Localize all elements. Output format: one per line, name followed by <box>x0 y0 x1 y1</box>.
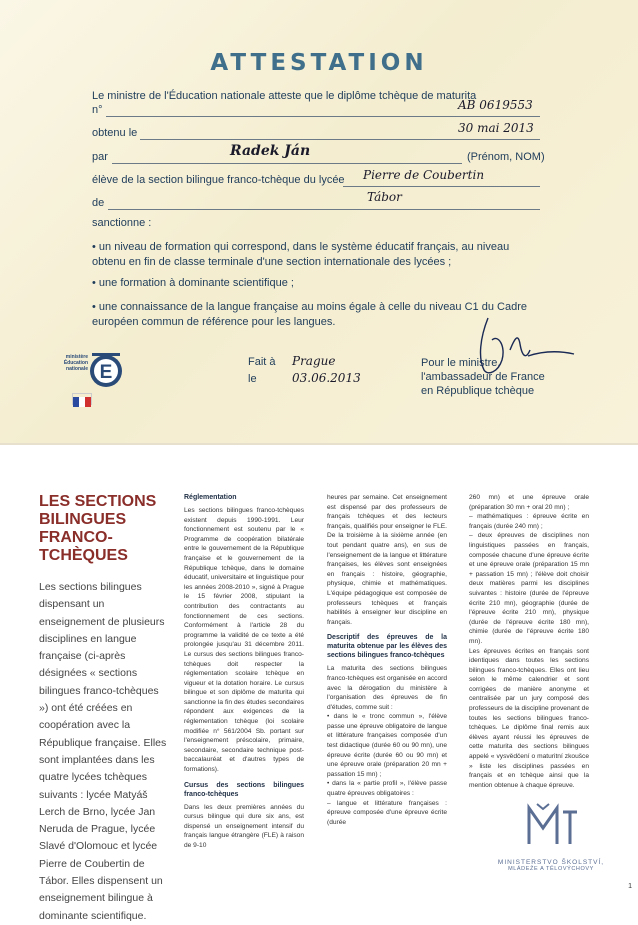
msmt-line-1: MINISTERSTVO ŠKOLSTVÍ, <box>497 859 605 866</box>
cursus-text-continued: heures par semaine. Cet enseignement est dispensé par des professeurs de français tchèques et des lecteurs français, qualifiés pour enseigner le FLE. De la troisième à la sixième année (en tout pendant quatre ans), en sus de l'enseignement de la langue et littérature françaises, les élèves sont enseignées en français : histoire, géographie, physique, chimie et mathématiques. L'équipe pédagogique est composée de professeurs tchèques et français habilités à enseigner leur discipline en français. <box>327 494 447 626</box>
fait-city: Prague <box>292 354 336 368</box>
student-name: Radek Ján <box>230 143 311 159</box>
certificate-title: ATTESTATION <box>210 50 428 76</box>
obtenu-label: obtenu le <box>92 127 138 139</box>
french-flag-icon <box>72 393 92 405</box>
bullet-scientific: • une formation à dominante scientifique ; <box>92 277 294 289</box>
bullet-language: • une connaissance de la langue française au moins égale à celle du niveau C1 du Cadre européen commun de référence pour les langues. <box>92 301 527 328</box>
attestation-certificate <box>0 0 638 443</box>
date-label: le <box>248 373 257 385</box>
number-rule <box>106 116 540 117</box>
fait-label: Fait à <box>248 356 276 368</box>
msmt-logo-mark <box>523 800 579 850</box>
bullet-level: • un niveau de formation qui correspond, dans le système éducatif français, au niveau obtenu en fin de classe terminale d'une section internationale des lycées ; <box>92 241 510 268</box>
par-rule <box>112 163 462 164</box>
city-value: Tábor <box>367 190 402 204</box>
leaflet-column-1 <box>184 493 304 857</box>
certificate-intro-line: Le ministre de l'Éducation nationale atteste que le diplôme tchèque de maturita <box>92 90 477 102</box>
education-ministry-logo <box>60 335 130 415</box>
cursus-text: Dans les deux premières années du cursus bilingue qui dure six ans, est dispensé un enseignement intensif du français langue étrangère (FLE) à raison de 9-10 <box>184 803 304 849</box>
msmt-ministry-logo <box>476 800 626 872</box>
leaflet-column-2 <box>327 493 447 833</box>
signatory-block: Pour le ministre, l'ambassadeur de France en République tchèque <box>421 357 545 397</box>
msmt-line-2: MLÁDEŽE A TĚLOVÝCHOVY <box>508 866 594 872</box>
eleve-label: élève de la section bilingue franco-tchèque du lycée <box>92 174 345 186</box>
leaflet-intro: Les sections bilingues dispensant un enseignement de plusieurs disciplines en langue française (ci-après désignées « sections bilingues franco-tchèques ») ont été créées en coopération avec la République française. Elles sont implantées dans les quatre lycées tchèques suivants : lycée Matyáš Lerch de Brno, lycée Jan Neruda de Prague, lycée Slavé d'Olomouc et lycée Pierre de Coubertin de Tábor. Elles dispensent un enseignement bilingue à dominante scientifique. <box>39 581 167 922</box>
date-value: 03.06.2013 <box>292 371 361 385</box>
lycee-value: Pierre de Coubertin <box>363 168 485 182</box>
number-value: AB 0619553 <box>458 98 533 112</box>
section-heading-cursus: Cursus des sections bilingues franco-tchèques <box>184 781 304 798</box>
reglementation-text: Les sections bilingues franco-tchèques existent depuis 1990-1991. Leur fonctionnement est soutenu par le « Programme de coopération bilatérale entre le gouvernement de la République française et le gouvernement de la République tchèque, dans le domaine éducatif, universitaire et linguistique pour les années 2008-2010 », signé à Prague le 15 février 2008, stipulant la contribution des contractants au fonctionnement de ces sections. Conformément à l'article 28 du programme la validité de ce texte a été prolongée jusqu'au 31 décembre 2011. Le cursus des sections bilingues franco-tchèques doit respecter la réglementation scolaire tchèque en vigueur et la dotation horaire. Le cursus bilingue et son diplôme de maturita qui sanctionne la fin des études secondaires répondent aux exigences de la réglementation tchèque (loi scolaire modifiée n° 561/2004 Sb. portant sur l'enseignement préscolaire, primaire, secondaire, secondaire technique post-baccalauréat et d'autres types de formations). <box>184 507 304 774</box>
section-heading-epreuves: Descriptif des épreuves de la maturita obtenue par les élèves des sections bilingues franco-tchèques <box>327 634 447 660</box>
name-format-hint: (Prénom, NOM) <box>467 151 545 163</box>
leaflet-column-3 <box>469 493 589 796</box>
logo-letter: E <box>99 362 113 383</box>
page-number: 1 <box>628 883 632 890</box>
leaflet-left-column <box>39 493 169 925</box>
obtenu-rule <box>140 139 540 140</box>
par-label: par <box>92 151 108 163</box>
number-label: n° <box>92 104 103 116</box>
handwritten-signature <box>470 310 580 380</box>
eleve-rule <box>343 186 540 187</box>
logo-wordmark: ministère Éducation nationale <box>63 354 88 372</box>
leaflet-heading: LES SECTIONS BILINGUES FRANCO-TCHÈQUES <box>39 493 157 564</box>
de-rule <box>108 209 540 210</box>
epreuves-text: La maturita des sections bilingues franco-tchèques est organisée en accord avec la dérogation du ministère à l'organisation des épreuves de fin d'études, comme suit : • dans le « tronc commun », l'élève passe une épreuve obligatoire de langue et littérature françaises composée d'un test didactique (durée 60 ou 90 mn), une épreuve écrite (durée 60 ou 90 mn) et une épreuve orale (préparation 20 mn + passation 15 mn) ; • dans la « partie profil », l'élève passe quatre épreuves obligatoires : – langue et littérature françaises : épreuve composée d'une épreuve écrite (durée <box>327 665 447 826</box>
de-label: de <box>92 197 105 209</box>
obtenu-value: 30 mai 2013 <box>458 121 534 135</box>
sanctionne-label: sanctionne : <box>92 217 152 229</box>
section-heading-reglementation: Réglementation <box>184 494 237 501</box>
epreuves-text-continued: 260 mn) et une épreuve orale (préparation 30 mn + oral 20 mn) ; – mathématiques : épreuve écrite en français (durée 240 mn) ; – deux épreuves de disciplines non linguistiques passées en français, composée chacune d'une épreuve écrite et une épreuve orale (préparation 15 mn + passation 15 mn) ; l'élève doit choisir deux matières parmi les disciplines suivantes : histoire (durée de l'épreuve écrite 210 mn), géographie (durée de l'épreuve écrite 210 mn), physique (durée de l'épreuve écrite 180 mn), chimie (durée de l'épreuve écrite 180 mn). Les épreuves écrites en français sont identiques dans toutes les sections bilingues franco-tchèques. Elles ont lieu selon le même calendrier et sont corrigées de manière anonyme et centralisée par un jury composé des professeurs de la discipline provenant de toutes les sections bilingues franco-tchèques. Le diplôme final remis aux élèves ayant réussi les épreuves de cette maturita des sections bilingues appelé « vysvědčení o maturitní zkoušce » liste les disciplines passées en français et en tchèque ainsi que la mention obtenue à chaque épreuve. <box>469 494 589 789</box>
